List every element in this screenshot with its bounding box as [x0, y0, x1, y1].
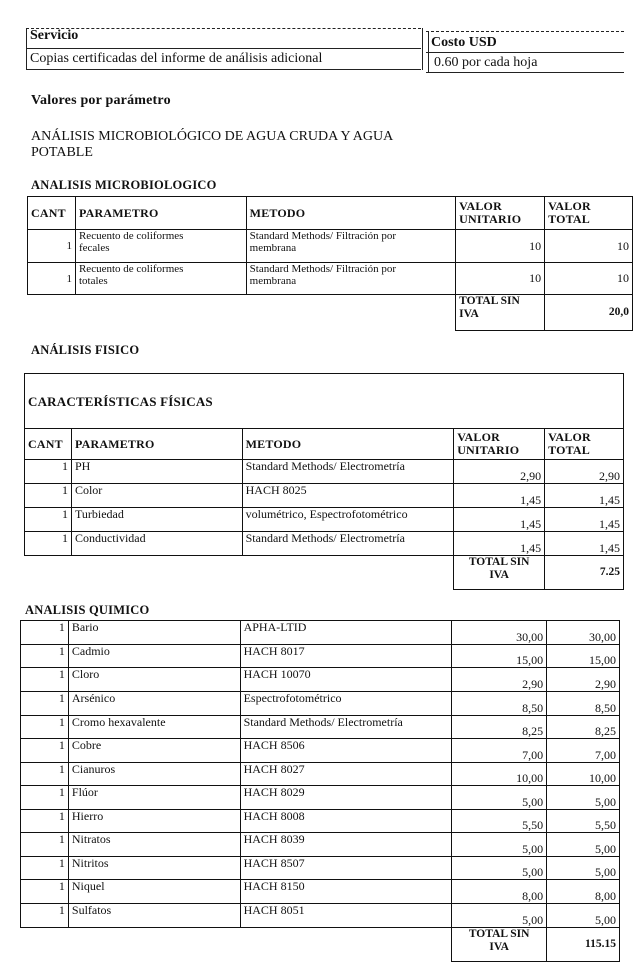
empty-cell — [25, 556, 72, 590]
servicio-mid-line — [26, 48, 421, 49]
fisico-title: ANÁLISIS FISICO — [31, 343, 140, 357]
empty-cell — [68, 928, 240, 962]
table-row — [25, 460, 624, 484]
metodo-cell: HACH 8027 — [240, 763, 452, 786]
metodo-cell: HACH 8029 — [240, 786, 452, 810]
param-line2: totales — [78, 275, 108, 287]
total-label-line1: TOTAL SIN — [459, 295, 520, 307]
fisico-table — [24, 373, 624, 590]
cant-cell: 1 — [21, 786, 69, 810]
param-cell: PH — [71, 460, 242, 484]
valor-unitario-cell: 10,00 — [452, 763, 547, 786]
micro-title: ANALISIS MICROBIOLOGICO — [31, 178, 217, 192]
param-line1: Recuento de coliformes — [78, 230, 184, 242]
valor-total-cell: 30,00 — [547, 621, 620, 645]
cant-cell: 1 — [21, 739, 69, 763]
valor-total-cell: 8,50 — [547, 692, 620, 716]
valor-total-cell: 5,00 — [547, 833, 620, 857]
header-valor-total — [545, 429, 624, 460]
valores-title: Valores por parámetro — [31, 93, 171, 108]
metodo-cell: HACH 8017 — [240, 645, 452, 668]
vt-line2: TOTAL — [548, 443, 590, 457]
header-cant: CANT — [28, 197, 76, 230]
vt-line1: VALOR — [548, 430, 591, 444]
metodo-line1: Standard Methods/ Filtración por — [249, 230, 397, 242]
table-row — [21, 857, 620, 880]
cant-cell: 1 — [21, 668, 69, 692]
servicio-top-line — [26, 28, 421, 29]
servicio-label: Servicio — [30, 28, 79, 43]
cant-cell: 1 — [21, 763, 69, 786]
main-heading-line1: ANÁLISIS MICROBIOLÓGICO DE AGUA CRUDA Y AGUA — [31, 129, 394, 144]
metodo-cell: Standard Methods/ Electrometría — [242, 532, 454, 556]
valor-unitario-cell: 5,00 — [452, 904, 547, 928]
service-name: Copias certificadas del informe de análisis adicional — [30, 51, 323, 66]
total-label-line2: IVA — [489, 569, 509, 581]
fisico-header-row — [25, 429, 624, 460]
metodo-cell: HACH 8008 — [240, 810, 452, 833]
fisico-subtitle-row — [25, 374, 624, 429]
metodo-line2: membrana — [249, 275, 297, 287]
cant-cell: 1 — [28, 230, 76, 263]
valor-unitario-cell: 8,00 — [452, 880, 547, 904]
valor-unitario-cell: 10 — [456, 230, 545, 263]
valor-total-cell: 10,00 — [547, 763, 620, 786]
fisico-subtitle: CARACTERÍSTICAS FÍSICAS — [25, 374, 624, 429]
costo-top-line — [426, 31, 624, 32]
cant-cell: 1 — [25, 508, 72, 532]
param-line1: Recuento de coliformes — [78, 263, 184, 275]
servicio-divider — [422, 28, 423, 70]
metodo-cell — [246, 230, 456, 263]
header-valor-unitario — [454, 429, 545, 460]
table-row — [21, 645, 620, 668]
valor-total-cell: 1,45 — [545, 484, 624, 508]
cant-cell: 1 — [21, 904, 69, 928]
empty-cell — [246, 295, 456, 331]
valor-unitario-cell: 2,90 — [454, 460, 545, 484]
metodo-cell: Standard Methods/ Electrometría — [242, 460, 454, 484]
valor-total-cell: 8,00 — [547, 880, 620, 904]
header-cant: CANT — [25, 429, 72, 460]
valor-unitario-cell: 2,90 — [452, 668, 547, 692]
valor-unitario-cell: 5,00 — [452, 833, 547, 857]
vu-line2: UNITARIO — [457, 443, 520, 457]
total-label — [454, 556, 545, 590]
total-label — [452, 928, 547, 962]
empty-cell — [242, 556, 454, 590]
param-cell: Cadmio — [68, 645, 240, 668]
metodo-cell: HACH 8025 — [242, 484, 454, 508]
vu-line2: UNITARIO — [459, 212, 522, 226]
costo-bottom-line — [426, 72, 624, 73]
cant-cell: 1 — [28, 263, 76, 295]
fisico-total-row — [25, 556, 624, 590]
cant-cell: 1 — [21, 621, 69, 645]
table-row — [21, 763, 620, 786]
total-label — [456, 295, 545, 331]
valor-total-cell: 5,00 — [547, 857, 620, 880]
valor-total-cell: 10 — [545, 230, 633, 263]
table-row — [21, 904, 620, 928]
table-row — [21, 880, 620, 904]
header-valor-unitario — [456, 197, 545, 230]
header-parametro: PARAMETRO — [75, 197, 246, 230]
param-cell: Hierro — [68, 810, 240, 833]
valor-unitario-cell: 30,00 — [452, 621, 547, 645]
total-label-line1: TOTAL SIN — [468, 928, 530, 940]
vu-line1: VALOR — [457, 430, 500, 444]
header-metodo: METODO — [242, 429, 454, 460]
header-metodo: METODO — [246, 197, 456, 230]
servicio-bottom-line — [26, 69, 421, 70]
param-cell: Conductividad — [71, 532, 242, 556]
main-heading-line2: POTABLE — [31, 145, 93, 160]
param-cell: Sulfatos — [68, 904, 240, 928]
micro-table — [27, 196, 633, 331]
param-cell: Niquel — [68, 880, 240, 904]
service-cost: 0.60 por cada hoja — [434, 55, 538, 70]
empty-cell — [240, 928, 452, 962]
empty-cell — [71, 556, 242, 590]
quimico-title: ANALISIS QUIMICO — [25, 603, 150, 617]
empty-cell — [28, 295, 76, 331]
empty-cell — [75, 295, 246, 331]
vt-line1: VALOR — [548, 199, 591, 213]
servicio-block — [26, 24, 626, 74]
cant-cell: 1 — [21, 692, 69, 716]
table-row — [28, 230, 633, 263]
empty-cell — [21, 928, 69, 962]
vt-line2: TOTAL — [548, 212, 590, 226]
param-cell: Cianuros — [68, 763, 240, 786]
costo-mid-line — [426, 52, 624, 53]
table-row — [21, 810, 620, 833]
valor-total-cell: 15,00 — [547, 645, 620, 668]
valor-total-cell: 7,00 — [547, 739, 620, 763]
metodo-cell: Standard Methods/ Electrometría — [240, 716, 452, 739]
metodo-cell: HACH 8051 — [240, 904, 452, 928]
param-cell: Bario — [68, 621, 240, 645]
metodo-cell: HACH 8507 — [240, 857, 452, 880]
valor-unitario-cell: 1,45 — [454, 508, 545, 532]
metodo-cell: APHA-LTID — [240, 621, 452, 645]
micro-header-row — [28, 197, 633, 230]
metodo-cell: HACH 8150 — [240, 880, 452, 904]
quimico-total-row — [21, 928, 620, 962]
table-row — [28, 263, 633, 295]
valor-total-cell: 2,90 — [547, 668, 620, 692]
valor-total-cell: 1,45 — [545, 508, 624, 532]
header-parametro: PARAMETRO — [71, 429, 242, 460]
valor-unitario-cell: 8,25 — [452, 716, 547, 739]
param-cell — [75, 230, 246, 263]
table-row — [25, 532, 624, 556]
valor-unitario-cell: 5,00 — [452, 786, 547, 810]
valor-unitario-cell: 5,00 — [452, 857, 547, 880]
valor-unitario-cell: 15,00 — [452, 645, 547, 668]
param-cell: Flúor — [68, 786, 240, 810]
cant-cell: 1 — [25, 484, 72, 508]
metodo-cell: HACH 10070 — [240, 668, 452, 692]
cant-cell: 1 — [21, 645, 69, 668]
costo-left-border — [428, 32, 429, 72]
valor-unitario-cell: 5,50 — [452, 810, 547, 833]
valor-total-cell: 5,00 — [547, 786, 620, 810]
cant-cell: 1 — [21, 857, 69, 880]
param-line2: fecales — [78, 242, 110, 254]
total-value: 7.25 — [545, 556, 624, 590]
param-cell: Arsénico — [68, 692, 240, 716]
valor-unitario-cell: 10 — [456, 263, 545, 295]
param-cell: Cromo hexavalente — [68, 716, 240, 739]
servicio-left-border — [26, 28, 27, 70]
cant-cell: 1 — [25, 460, 72, 484]
metodo-cell: HACH 8039 — [240, 833, 452, 857]
param-cell: Cobre — [68, 739, 240, 763]
cant-cell: 1 — [21, 880, 69, 904]
table-row — [25, 508, 624, 532]
param-cell — [75, 263, 246, 295]
valor-total-cell: 5,00 — [547, 904, 620, 928]
cant-cell: 1 — [21, 810, 69, 833]
table-row — [21, 621, 620, 645]
valor-unitario-cell: 1,45 — [454, 484, 545, 508]
table-row — [21, 692, 620, 716]
quimico-table — [20, 620, 620, 962]
metodo-cell: volumétrico, Espectrofotométrico — [242, 508, 454, 532]
header-valor-total — [545, 197, 633, 230]
valor-total-cell: 1,45 — [545, 532, 624, 556]
cant-cell: 1 — [25, 532, 72, 556]
metodo-line2: membrana — [249, 242, 297, 254]
param-cell: Cloro — [68, 668, 240, 692]
param-cell: Nitritos — [68, 857, 240, 880]
total-label-line2: IVA — [489, 941, 509, 953]
total-value: 115.15 — [547, 928, 620, 962]
valor-total-cell: 5,50 — [547, 810, 620, 833]
table-row — [21, 716, 620, 739]
valor-unitario-cell: 8,50 — [452, 692, 547, 716]
table-row — [21, 739, 620, 763]
metodo-line1: Standard Methods/ Filtración por — [249, 263, 397, 275]
valor-unitario-cell: 7,00 — [452, 739, 547, 763]
metodo-cell — [246, 263, 456, 295]
valor-total-cell: 10 — [545, 263, 633, 295]
cant-cell: 1 — [21, 716, 69, 739]
table-row — [25, 484, 624, 508]
total-label-line1: TOTAL SIN — [468, 556, 530, 568]
valor-unitario-cell: 1,45 — [454, 532, 545, 556]
table-row — [21, 786, 620, 810]
param-cell: Nitratos — [68, 833, 240, 857]
metodo-cell: HACH 8506 — [240, 739, 452, 763]
table-row — [21, 668, 620, 692]
cant-cell: 1 — [21, 833, 69, 857]
metodo-cell: Espectrofotométrico — [240, 692, 452, 716]
costo-label: Costo USD — [431, 35, 497, 50]
valor-total-cell: 8,25 — [547, 716, 620, 739]
param-cell: Color — [71, 484, 242, 508]
vu-line1: VALOR — [459, 199, 502, 213]
total-value: 20,0 — [545, 295, 633, 331]
micro-total-row — [28, 295, 633, 331]
table-row — [21, 833, 620, 857]
param-cell: Turbiedad — [71, 508, 242, 532]
total-label-line2: IVA — [459, 308, 479, 320]
valor-total-cell: 2,90 — [545, 460, 624, 484]
